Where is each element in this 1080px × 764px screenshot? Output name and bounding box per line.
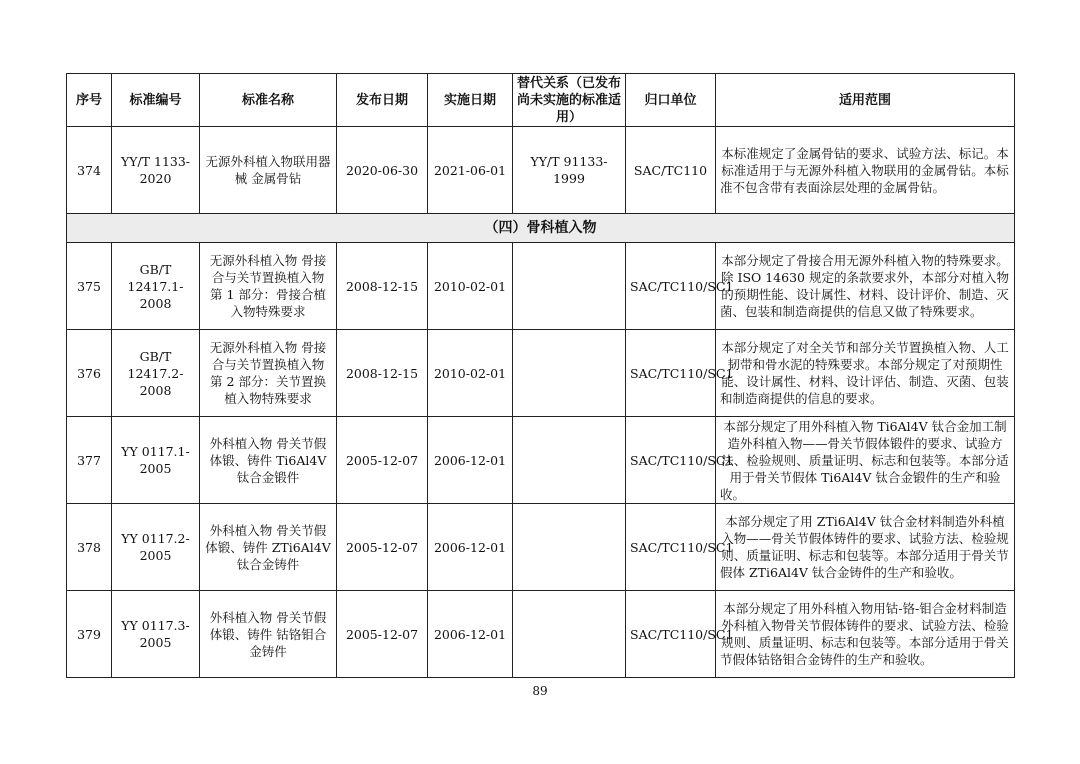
cell-implement-date: 2010-02-01 <box>428 330 513 417</box>
cell-publish-date: 2005-12-07 <box>337 591 428 678</box>
cell-publish-date: 2005-12-07 <box>337 417 428 504</box>
table-row <box>67 127 1015 214</box>
cell-number: 378 <box>67 504 112 591</box>
header-publish-date: 发布日期 <box>337 74 428 127</box>
header-code: 标准编号 <box>112 74 200 127</box>
cell-department: SAC/TC110/SC1 <box>626 591 716 678</box>
cell-publish-date: 2020-06-30 <box>337 127 428 214</box>
cell-number: 376 <box>67 330 112 417</box>
cell-implement-date: 2006-12-01 <box>428 417 513 504</box>
section-body <box>67 214 1015 243</box>
cell-standard-name: 外科植入物 骨关节假体锻、铸件 Ti6Al4V 钛合金锻件 <box>200 417 337 504</box>
cell-implement-date: 2021-06-01 <box>428 127 513 214</box>
cell-publish-date: 2005-12-07 <box>337 504 428 591</box>
cell-standard-code: YY/T 1133-2020 <box>112 127 200 214</box>
cell-replacement <box>513 330 626 417</box>
header-scope: 适用范围 <box>716 74 1015 127</box>
header-department: 归口单位 <box>626 74 716 127</box>
cell-publish-date: 2008-12-15 <box>337 243 428 330</box>
cell-standard-name: 无源外科植入物 骨接合与关节置换植入物 第 2 部分：关节置换植入物特殊要求 <box>200 330 337 417</box>
cell-replacement <box>513 504 626 591</box>
cell-department: SAC/TC110 <box>626 127 716 214</box>
header-replacement: 替代关系（已发布尚未实施的标准适用） <box>513 74 626 127</box>
cell-replacement: YY/T 91133-1999 <box>513 127 626 214</box>
table-row <box>67 243 1015 330</box>
cell-implement-date: 2006-12-01 <box>428 504 513 591</box>
cell-scope: 本部分规定了对全关节和部分关节置换植入物、人工韧带和骨水泥的特殊要求。本部分规定了对预期性能、设计属性、材料、设计评估、制造、灭菌、包装和制造商提供的信息的要求。 <box>716 330 1015 417</box>
cell-standard-name: 外科植入物 骨关节假体锻、铸件 ZTi6Al4V 钛合金铸件 <box>200 504 337 591</box>
cell-standard-code: GB/T 12417.2-2008 <box>112 330 200 417</box>
cell-number: 379 <box>67 591 112 678</box>
header-implement-date: 实施日期 <box>428 74 513 127</box>
standards-table <box>66 73 1015 678</box>
table-row <box>67 417 1015 504</box>
table-body-after <box>67 243 1015 678</box>
table-header-row <box>67 74 1015 127</box>
cell-replacement <box>513 591 626 678</box>
header-name: 标准名称 <box>200 74 337 127</box>
page-number: 89 <box>532 684 548 698</box>
cell-scope: 本标准规定了金属骨钻的要求、试验方法、标记。本标准适用于与无源外科植入物联用的金属骨钻。本标准不包含带有表面涂层处理的金属骨钻。 <box>716 127 1015 214</box>
cell-implement-date: 2010-02-01 <box>428 243 513 330</box>
cell-number: 374 <box>67 127 112 214</box>
section-row <box>67 214 1015 243</box>
table-row <box>67 591 1015 678</box>
cell-scope: 本部分规定了用外科植入物 Ti6Al4V 钛合金加工制造外科植入物——骨关节假体锻件的要求、试验方法、检验规则、质量证明、标志和包装等。本部分适用于骨关节假体 Ti6Al4V 钛合金锻件的生产和验收。 <box>716 417 1015 504</box>
cell-standard-code: YY 0117.2-2005 <box>112 504 200 591</box>
cell-standard-code: YY 0117.3-2005 <box>112 591 200 678</box>
cell-scope: 本部分规定了用 ZTi6Al4V 钛合金材料制造外科植入物——骨关节假体铸件的要求、试验方法、检验规则、质量证明、标志和包装等。本部分适用于骨关节假体 ZTi6Al4V 钛合金铸件的生产和验收。 <box>716 504 1015 591</box>
cell-replacement <box>513 243 626 330</box>
header-no: 序号 <box>67 74 112 127</box>
cell-department: SAC/TC110/SC1 <box>626 243 716 330</box>
cell-standard-name: 无源外科植入物联用器械 金属骨钻 <box>200 127 337 214</box>
cell-number: 375 <box>67 243 112 330</box>
cell-scope: 本部分规定了骨接合用无源外科植入物的特殊要求。除 ISO 14630 规定的条款要求外，本部分对植入物的预期性能、设计属性、材料、设计评价、制造、灭菌、包装和制造商提供的信息又做了特殊要求。 <box>716 243 1015 330</box>
table-row <box>67 504 1015 591</box>
cell-standard-code: YY 0117.1-2005 <box>112 417 200 504</box>
table-row <box>67 330 1015 417</box>
cell-department: SAC/TC110/SC1 <box>626 504 716 591</box>
cell-standard-code: GB/T 12417.1-2008 <box>112 243 200 330</box>
cell-number: 377 <box>67 417 112 504</box>
table-body-before <box>67 127 1015 214</box>
cell-scope: 本部分规定了用外科植入物用钴-铬-钼合金材料制造外科植入物骨关节假体铸件的要求、试验方法、检验规则、质量证明、标志和包装等。本部分适用于骨关节假体钴铬钼合金铸件的生产和验收。 <box>716 591 1015 678</box>
section-title: （四）骨科植入物 <box>67 214 1015 243</box>
cell-standard-name: 无源外科植入物 骨接合与关节置换植入物 第 1 部分：骨接合植入物特殊要求 <box>200 243 337 330</box>
cell-department: SAC/TC110/SC1 <box>626 330 716 417</box>
cell-replacement <box>513 417 626 504</box>
cell-publish-date: 2008-12-15 <box>337 330 428 417</box>
cell-department: SAC/TC110/SC1 <box>626 417 716 504</box>
cell-standard-name: 外科植入物 骨关节假体锻、铸件 钴铬钼合金铸件 <box>200 591 337 678</box>
cell-implement-date: 2006-12-01 <box>428 591 513 678</box>
